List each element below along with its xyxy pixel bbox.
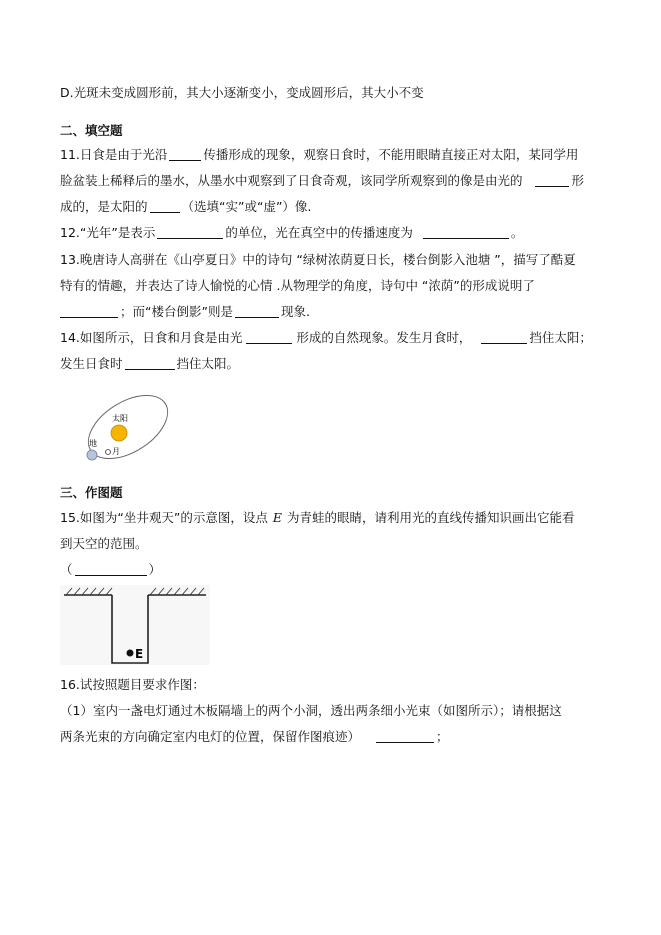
bracket-close: ） [148,562,162,577]
answer-blank[interactable] [169,148,201,161]
q12-text: 。 [510,225,524,240]
q14-line-1 [60,330,592,346]
frog-eye-point [127,650,134,657]
answer-blank[interactable] [423,226,509,239]
q13-line-3 [60,304,310,320]
q11-line-1 [60,147,578,163]
eye-label: E [135,647,144,661]
q13-text: 现象. [280,304,310,319]
answer-blank[interactable] [481,331,527,344]
q16-line-3 [60,729,449,745]
q14-text: 挡住太阳； [529,330,592,345]
moon-label: 月 [112,447,120,456]
answer-blank[interactable] [125,357,175,370]
q14-text: 形成的自然现象。发生月食时， [296,330,472,345]
q16-line-2: （1）室内一盏电灯通过木板隔墙上的两个小洞，透出两条细小光束（如图所示）；请根据这 [60,703,562,718]
q12-line [60,225,523,241]
q11-line-2 [60,173,584,189]
q11-text: 成的，是太阳的 [60,199,148,214]
q15-answer [60,562,161,578]
answer-blank[interactable] [235,305,279,318]
bracket-open: （ [60,562,73,577]
q16-text: 两条光束的方向确定室内电灯的位置，保留作图痕迹） [60,729,361,744]
section-3-title: 三、作图题 [60,485,123,500]
sun-label: 太阳 [112,414,128,423]
section-2-title: 二、填空题 [60,123,123,138]
q16-text: ； [436,729,449,744]
q13-line-1: 13.晚唐诗人高骈在《山亭夏日》中的诗句 “绿树浓荫夏日长，楼台倒影入池塘 ”，描写了酷夏 [60,252,576,267]
q13-text: ；而“楼台倒影”则是 [120,304,233,319]
answer-blank[interactable] [157,226,223,239]
q13-line-2: 特有的情趣，并表达了诗人愉悦的心情 .从物理学的角度，诗句中 “浓荫”的形成说明了 [60,278,535,293]
q14-line-2 [60,356,239,372]
q12-text: 的单位，光在真空中的传播速度为 [225,225,413,240]
q16-line-1: 16.试按照题目要求作图： [60,677,205,692]
answer-blank[interactable] [60,305,118,318]
q11-text: （选填“实”或“虚”）像. [181,199,312,214]
answer-blank[interactable] [75,563,147,576]
q15-line-1 [60,510,574,526]
q14-text: 发生日食时 [60,356,123,371]
answer-blank[interactable] [376,730,434,743]
q15-text: 为青蛙的眼睛，请利用光的直线传播知识画出它能看 [286,510,575,525]
earth-label: 地 [89,439,97,448]
q10-option-d: D.光斑未变成圆形前，其大小逐渐变小，变成圆形后，其大小不变 [60,85,424,100]
answer-blank[interactable] [246,331,292,344]
moon-circle [106,450,111,455]
sun-circle [111,425,127,441]
q11-text: 形 [571,173,585,188]
q14-text: 挡住太阳。 [176,356,240,371]
q15-line-2: 到天空的范围。 [60,536,148,551]
well-diagram [60,585,210,665]
q14-text: 14.如图所示，日食和月食是由光 [60,330,243,345]
answer-blank[interactable] [535,174,569,187]
q11-text: 传播形成的现象，观察日食时，不能用眼睛直接正对太阳，某同学用 [203,147,579,162]
eclipse-diagram [82,390,174,466]
answer-blank[interactable] [150,200,180,213]
earth-circle [87,450,97,460]
q15-text: 15.如图为“坐井观天”的示意图，设点 [60,510,268,525]
q11-text: 脸盆装上稀释后的墨水，从墨水中观察到了日食奇观，该同学所观察到的像是由光的 [60,173,523,188]
eye-variable: E [272,510,282,525]
q12-text: 12.“光年”是表示 [60,225,156,240]
q11-text: 11.日食是由于光沿 [60,147,168,162]
q11-line-3 [60,199,311,215]
